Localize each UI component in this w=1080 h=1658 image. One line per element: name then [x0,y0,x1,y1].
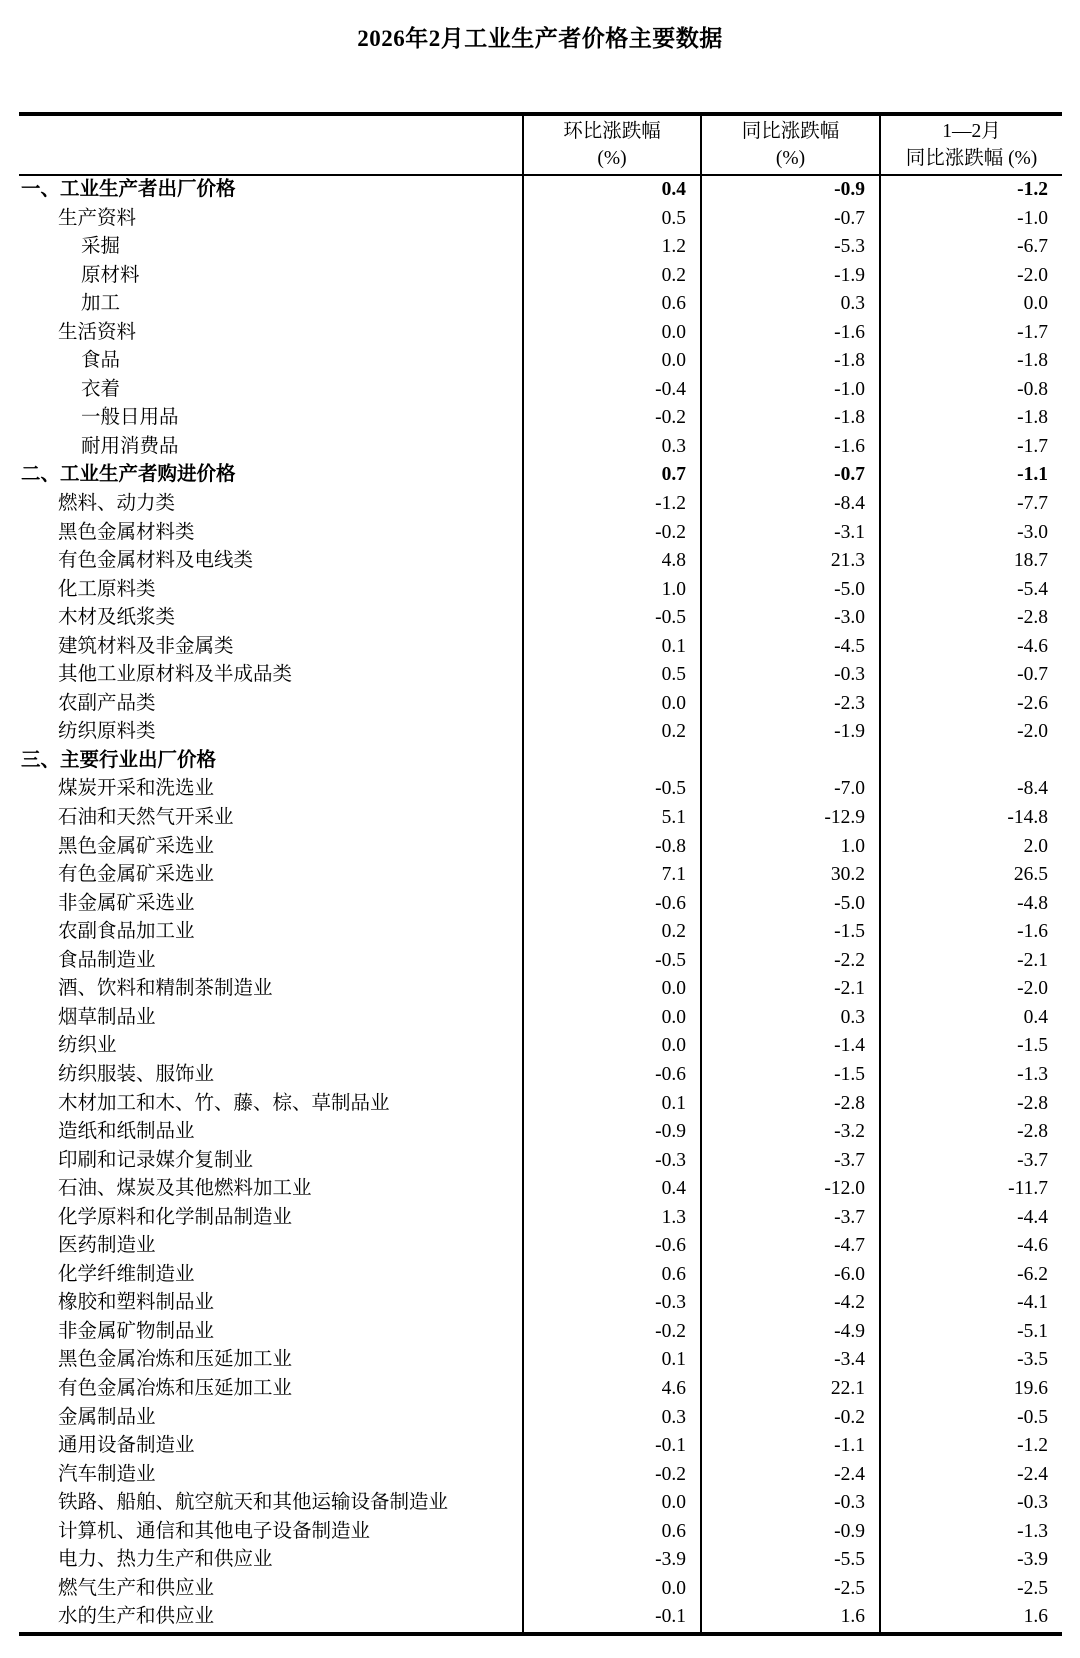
table-row [19,1489,1062,1518]
mom-value: -0.2 [523,404,701,433]
yoy-value: -1.9 [701,262,880,291]
row-label: 黑色金属材料类 [58,521,195,543]
yoy-value: -4.9 [701,1318,880,1347]
row-label: 二、工业生产者购进价格 [21,464,236,486]
yoy-value: -5.3 [701,233,880,262]
ytd-value: -11.7 [880,1175,1062,1204]
ytd-value: -6.2 [880,1261,1062,1290]
ytd-value: -3.7 [880,1147,1062,1176]
row-label: 煤炭开采和洗选业 [58,778,215,800]
ytd-value: -14.8 [880,804,1062,833]
ytd-value: -2.8 [880,1118,1062,1147]
mom-value: 0.1 [523,633,701,662]
ytd-value: -7.7 [880,490,1062,519]
ytd-value: -4.6 [880,633,1062,662]
mom-value: 0.0 [523,347,701,376]
row-label: 纺织业 [58,1035,117,1057]
ytd-value: -4.4 [880,1204,1062,1233]
yoy-value: -2.3 [701,690,880,719]
mom-value: 0.5 [523,205,701,234]
table-row [19,1546,1062,1575]
ytd-value: -2.0 [880,975,1062,1004]
yoy-value: -3.7 [701,1147,880,1176]
row-label: 农副食品加工业 [58,921,195,943]
mom-value: 1.2 [523,233,701,262]
table-row [19,690,1062,719]
header-mom [523,114,701,175]
row-label: 烟草制品业 [58,1006,156,1028]
mom-value: 0.2 [523,918,701,947]
ytd-value: 1.6 [880,1603,1062,1634]
row-label: 原材料 [81,264,140,286]
mom-value: 0.6 [523,1261,701,1290]
ytd-value: -2.0 [880,262,1062,291]
yoy-value: -6.0 [701,1261,880,1290]
ytd-value: -5.4 [880,576,1062,605]
yoy-value: -0.7 [701,205,880,234]
yoy-value: -0.7 [701,461,880,490]
yoy-value: -8.4 [701,490,880,519]
ytd-value: -1.7 [880,433,1062,462]
table-row [19,804,1062,833]
mom-value: 5.1 [523,804,701,833]
ytd-value: -1.8 [880,347,1062,376]
ytd-value: -5.1 [880,1318,1062,1347]
row-label: 食品 [81,350,121,372]
row-label: 有色金属冶炼和压延加工业 [58,1377,293,1399]
table-row [19,1432,1062,1461]
mom-value: -0.5 [523,775,701,804]
row-label: 造纸和纸制品业 [58,1121,195,1143]
table-row [19,1261,1062,1290]
table-row [19,1004,1062,1033]
row-label: 通用设备制造业 [58,1435,195,1457]
table-row [19,1061,1062,1090]
yoy-value: -1.5 [701,1061,880,1090]
row-label: 木材加工和木、竹、藤、棕、草制品业 [58,1092,390,1114]
ytd-value: -4.6 [880,1232,1062,1261]
table-row [19,918,1062,947]
mom-value: 0.0 [523,1032,701,1061]
yoy-value: -2.8 [701,1090,880,1119]
mom-value: -3.9 [523,1546,701,1575]
header-mom-line2: (%) [597,148,627,169]
mom-value: 0.0 [523,319,701,348]
ytd-value: -0.3 [880,1489,1062,1518]
mom-value: 0.1 [523,1090,701,1119]
header-yoy [701,114,880,175]
ytd-value: -1.1 [880,461,1062,490]
ytd-value: -2.4 [880,1461,1062,1490]
ytd-value: -1.3 [880,1518,1062,1547]
ytd-value: -1.3 [880,1061,1062,1090]
ytd-value: -0.8 [880,376,1062,405]
yoy-value: -5.0 [701,890,880,919]
table-row [19,1518,1062,1547]
row-label: 生活资料 [58,321,137,343]
yoy-value: -2.4 [701,1461,880,1490]
row-label: 化学纤维制造业 [58,1263,195,1285]
mom-value: -0.6 [523,1061,701,1090]
yoy-value: -1.9 [701,718,880,747]
table-row [19,890,1062,919]
yoy-value: -3.2 [701,1118,880,1147]
row-label: 非金属矿物制品业 [58,1320,215,1342]
ytd-value: -6.7 [880,233,1062,262]
ytd-value: -4.1 [880,1289,1062,1318]
price-table [19,112,1062,1636]
yoy-value: 0.3 [701,1004,880,1033]
ytd-value: -3.9 [880,1546,1062,1575]
mom-value: 0.3 [523,433,701,462]
table-row [19,833,1062,862]
mom-value: -0.1 [523,1603,701,1634]
row-label: 金属制品业 [58,1406,156,1428]
yoy-value: -1.6 [701,319,880,348]
row-label: 黑色金属矿采选业 [58,835,215,857]
mom-value: 0.0 [523,690,701,719]
mom-value: 7.1 [523,861,701,890]
yoy-value: -4.5 [701,633,880,662]
yoy-value: -2.1 [701,975,880,1004]
mom-value: -0.2 [523,519,701,548]
table-row [19,547,1062,576]
ytd-value: -1.2 [880,1432,1062,1461]
mom-value: 0.6 [523,290,701,319]
table-row [19,519,1062,548]
ytd-value: -2.5 [880,1575,1062,1604]
mom-value: 1.3 [523,1204,701,1233]
table-row [19,1461,1062,1490]
ytd-value [880,747,1062,776]
table-row [19,975,1062,1004]
table-row [19,1603,1062,1634]
ytd-value: -2.1 [880,947,1062,976]
row-label: 石油和天然气开采业 [58,807,234,829]
row-label: 非金属矿采选业 [58,892,195,914]
yoy-value: 1.6 [701,1603,880,1634]
ytd-value: 18.7 [880,547,1062,576]
row-label: 一般日用品 [81,407,179,429]
ytd-value: -2.6 [880,690,1062,719]
yoy-value: -3.4 [701,1346,880,1375]
mom-value: -1.2 [523,490,701,519]
header-empty-cell [19,114,523,175]
row-label: 木材及纸浆类 [58,607,176,629]
yoy-value: -1.4 [701,1032,880,1061]
yoy-value: -2.2 [701,947,880,976]
ytd-value: -8.4 [880,775,1062,804]
ytd-value: -0.7 [880,661,1062,690]
row-label: 采掘 [81,236,121,258]
yoy-value [701,747,880,776]
row-label: 三、主要行业出厂价格 [21,749,217,771]
yoy-value: -0.2 [701,1404,880,1433]
mom-value: -0.5 [523,604,701,633]
table-row [19,376,1062,405]
header-ytd-line2: 同比涨跌幅 (%) [905,148,1038,169]
mom-value: -0.8 [523,833,701,862]
row-label: 铁路、船舶、航空航天和其他运输设备制造业 [58,1492,449,1514]
mom-value: -0.4 [523,376,701,405]
ytd-value: -1.7 [880,319,1062,348]
yoy-value: -3.7 [701,1204,880,1233]
mom-value: -0.6 [523,890,701,919]
yoy-value: 0.3 [701,290,880,319]
yoy-value: -0.9 [701,175,880,205]
row-label: 燃料、动力类 [58,493,176,515]
header-row [19,114,1062,175]
row-label: 农副产品类 [58,692,156,714]
yoy-value: -12.9 [701,804,880,833]
table-row [19,1204,1062,1233]
mom-value: -0.3 [523,1147,701,1176]
table-row [19,633,1062,662]
yoy-value: -4.7 [701,1232,880,1261]
ytd-value: -2.8 [880,604,1062,633]
row-label: 食品制造业 [58,949,156,971]
table-row [19,1375,1062,1404]
yoy-value: -1.0 [701,376,880,405]
mom-value: 0.4 [523,175,701,205]
row-label: 其他工业原材料及半成品类 [58,664,293,686]
row-label: 化学原料和化学制品制造业 [58,1206,293,1228]
ytd-value: -4.8 [880,890,1062,919]
page-title: 2026年2月工业生产者价格主要数据 [357,26,723,51]
table-row [19,661,1062,690]
row-label: 酒、饮料和精制茶制造业 [58,978,273,1000]
table-row [19,947,1062,976]
table-row [19,718,1062,747]
row-label: 计算机、通信和其他电子设备制造业 [58,1520,371,1542]
header-ytd-line1: 1—2月 [942,121,1001,142]
ytd-value: 0.0 [880,290,1062,319]
ytd-value: -1.2 [880,175,1062,205]
row-label: 有色金属矿采选业 [58,864,215,886]
mom-value: -0.2 [523,1318,701,1347]
table-row [19,1032,1062,1061]
table-row [19,1090,1062,1119]
ytd-value: -1.0 [880,205,1062,234]
table-body [19,175,1062,1634]
mom-value: 0.2 [523,718,701,747]
row-label: 石油、煤炭及其他燃料加工业 [58,1178,312,1200]
table-row [19,861,1062,890]
ytd-value: 26.5 [880,861,1062,890]
yoy-value: -1.8 [701,404,880,433]
mom-value: 0.4 [523,1175,701,1204]
mom-value: 0.2 [523,262,701,291]
mom-value: 0.0 [523,1004,701,1033]
table-row [19,461,1062,490]
yoy-value: 22.1 [701,1375,880,1404]
mom-value: 1.0 [523,576,701,605]
table-row [19,490,1062,519]
row-label: 橡胶和塑料制品业 [58,1292,215,1314]
mom-value: -0.2 [523,1461,701,1490]
row-label: 纺织原料类 [58,721,156,743]
table-row [19,1232,1062,1261]
yoy-value: -1.8 [701,347,880,376]
table-row [19,1147,1062,1176]
yoy-value: -0.3 [701,661,880,690]
yoy-value: -0.3 [701,1489,880,1518]
yoy-value: -4.2 [701,1289,880,1318]
table-row [19,1175,1062,1204]
table-row [19,1118,1062,1147]
row-label: 电力、热力生产和供应业 [58,1549,273,1571]
row-label: 汽车制造业 [58,1463,156,1485]
row-label: 有色金属材料及电线类 [58,550,254,572]
ytd-value: -2.8 [880,1090,1062,1119]
ytd-value: 2.0 [880,833,1062,862]
yoy-value: -7.0 [701,775,880,804]
header-yoy-line2: (%) [775,148,806,169]
header-yoy-line1: 同比涨跌幅 [741,121,840,142]
yoy-value: -0.9 [701,1518,880,1547]
table-row [19,319,1062,348]
mom-value: 0.6 [523,1518,701,1547]
row-label: 建筑材料及非金属类 [58,635,234,657]
row-label: 一、工业生产者出厂价格 [21,179,236,200]
row-label: 医药制造业 [58,1235,156,1257]
table-row [19,775,1062,804]
table-row [19,1575,1062,1604]
yoy-value: -5.0 [701,576,880,605]
ytd-value: -0.5 [880,1404,1062,1433]
table-row [19,233,1062,262]
header-ytd [880,114,1062,175]
ytd-value: -3.0 [880,519,1062,548]
yoy-value: -2.5 [701,1575,880,1604]
table-row [19,404,1062,433]
row-label: 纺织服装、服饰业 [58,1063,215,1085]
ytd-value: 19.6 [880,1375,1062,1404]
row-label: 生产资料 [58,207,137,229]
mom-value: 4.8 [523,547,701,576]
row-label: 印刷和记录媒介复制业 [58,1149,254,1171]
mom-value: 0.1 [523,1346,701,1375]
mom-value: 0.0 [523,1575,701,1604]
table-row [19,175,1062,205]
table-row [19,347,1062,376]
yoy-value: -1.5 [701,918,880,947]
table-row [19,205,1062,234]
ytd-value: -2.0 [880,718,1062,747]
yoy-value: 21.3 [701,547,880,576]
yoy-value: -3.1 [701,519,880,548]
mom-value: -0.6 [523,1232,701,1261]
yoy-value: -12.0 [701,1175,880,1204]
mom-value: -0.1 [523,1432,701,1461]
mom-value: -0.5 [523,947,701,976]
table-row [19,747,1062,776]
table-row [19,576,1062,605]
ytd-value: 0.4 [880,1004,1062,1033]
mom-value: -0.9 [523,1118,701,1147]
row-label: 衣着 [81,378,121,400]
row-label: 加工 [81,293,121,315]
row-label: 水的生产和供应业 [58,1606,215,1628]
row-label: 黑色金属冶炼和压延加工业 [58,1349,293,1371]
yoy-value: -1.1 [701,1432,880,1461]
row-label: 燃气生产和供应业 [58,1577,215,1599]
mom-value: 0.5 [523,661,701,690]
row-label: 耐用消费品 [81,435,179,457]
ytd-value: -1.6 [880,918,1062,947]
table-row [19,433,1062,462]
mom-value: 4.6 [523,1375,701,1404]
table-row [19,1289,1062,1318]
ytd-value: -1.8 [880,404,1062,433]
table-row [19,604,1062,633]
mom-value [523,747,701,776]
yoy-value: -1.6 [701,433,880,462]
yoy-value: -3.0 [701,604,880,633]
table-row [19,1346,1062,1375]
mom-value: 0.3 [523,1404,701,1433]
table-row [19,1404,1062,1433]
yoy-value: 30.2 [701,861,880,890]
yoy-value: -5.5 [701,1546,880,1575]
table-row [19,290,1062,319]
mom-value: 0.7 [523,461,701,490]
mom-value: 0.0 [523,975,701,1004]
table-row [19,1318,1062,1347]
mom-value: 0.0 [523,1489,701,1518]
mom-value: -0.3 [523,1289,701,1318]
header-mom-line1: 环比涨跌幅 [563,121,661,142]
row-label: 化工原料类 [58,578,156,600]
ytd-value: -1.5 [880,1032,1062,1061]
ytd-value: -3.5 [880,1346,1062,1375]
yoy-value: 1.0 [701,833,880,862]
table-row [19,262,1062,291]
